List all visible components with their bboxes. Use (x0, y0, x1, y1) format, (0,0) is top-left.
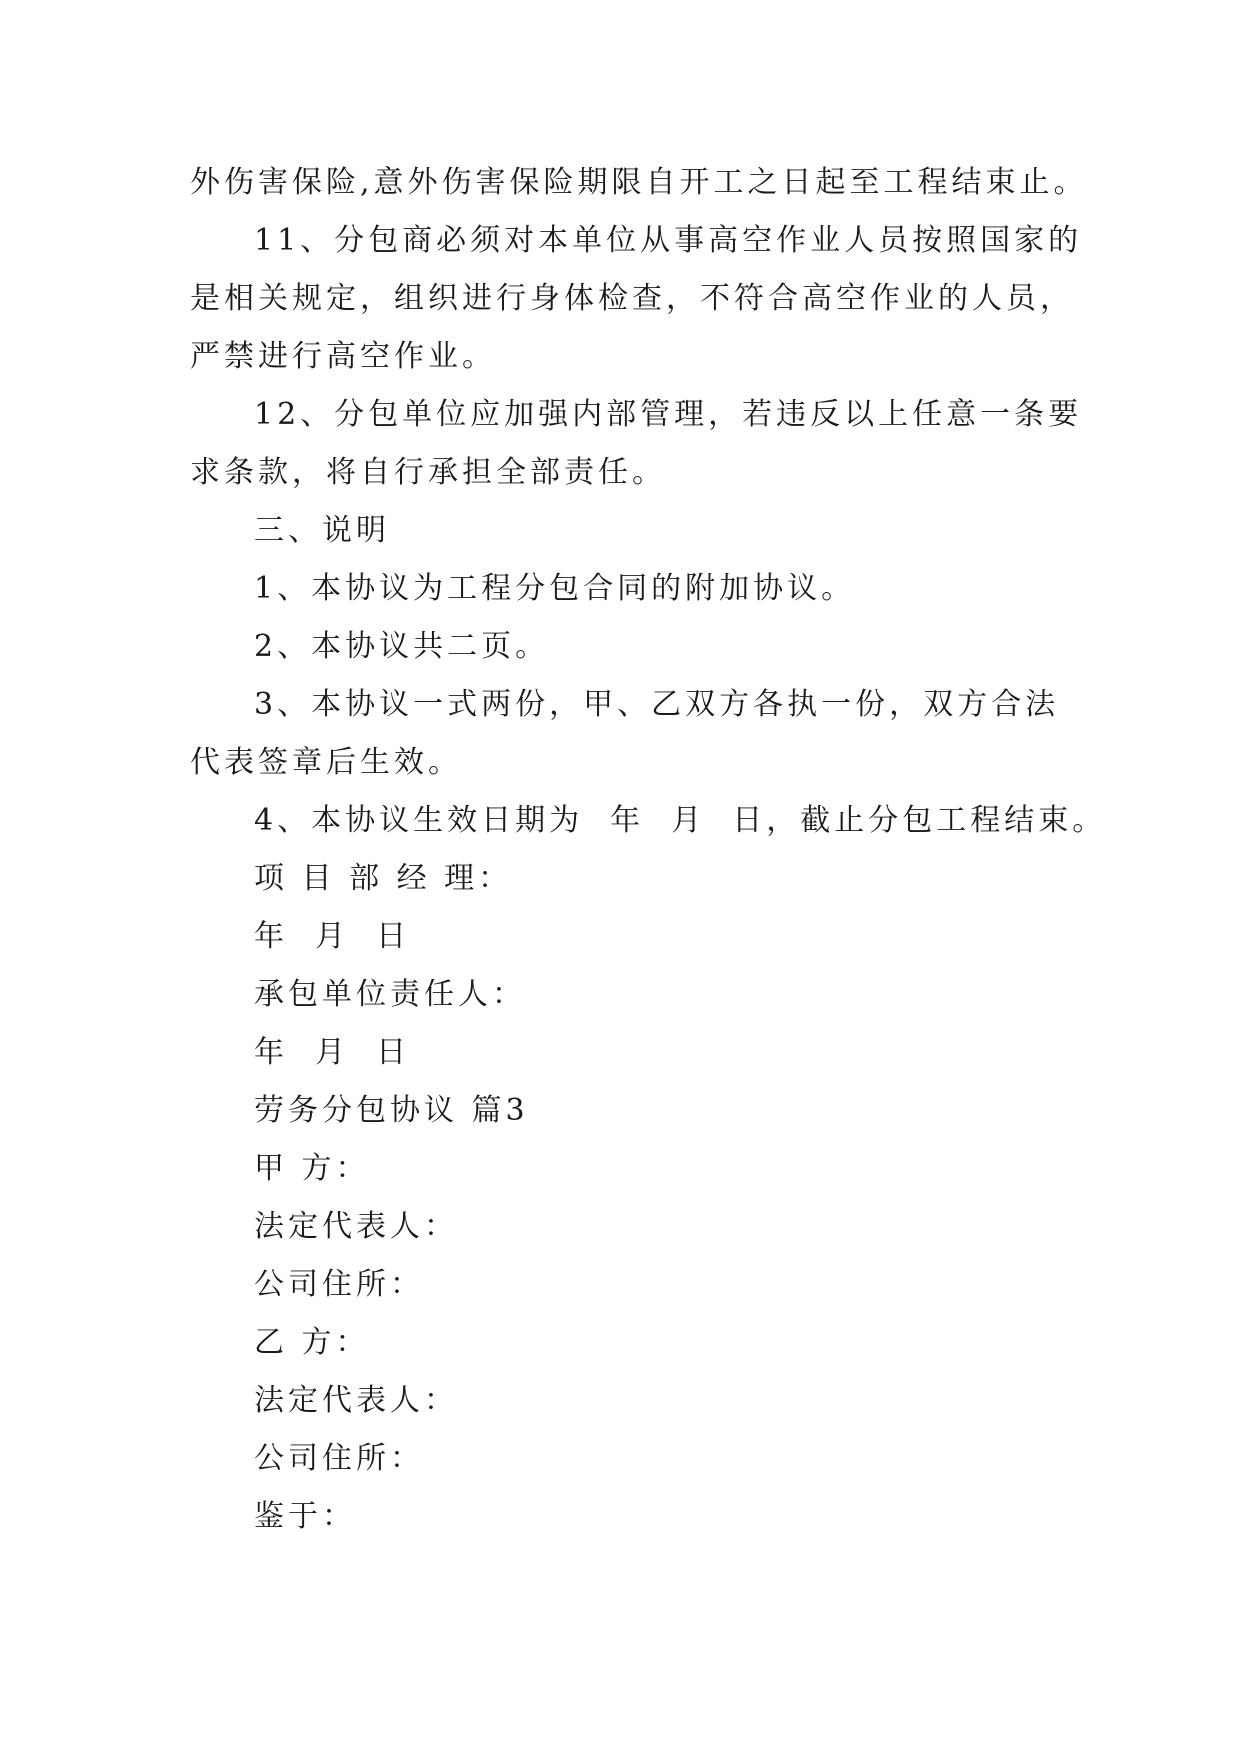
paragraph-line: 2、本协议共二页。 (254, 629, 550, 664)
paragraph-line: 严禁进行高空作业。 (190, 339, 496, 374)
paragraph-line: 是相关规定，组织进行身体检查，不符合高空作业的人员， (190, 281, 1074, 316)
paragraph-line: 4、本协议生效日期为 年 月 日，截止分包工程结束。 (254, 803, 1107, 838)
field-label: 公司住所： (254, 1267, 424, 1302)
party-label: 乙 方： (254, 1325, 370, 1360)
paragraph-line: 1、本协议为工程分包合同的附加协议。 (254, 571, 856, 606)
paragraph-line: 代表签章后生效。 (190, 745, 462, 780)
signature-label: 项 目 部 经 理： (254, 861, 513, 896)
field-label: 公司住所： (254, 1441, 424, 1476)
paragraph-line: 求条款，将自行承担全部责任。 (190, 455, 666, 490)
field-label: 法定代表人： (254, 1209, 458, 1244)
paragraph-line: 11、分包商必须对本单位从事高空作业人员按照国家的 (254, 223, 1083, 258)
date-line: 年 月 日 (254, 919, 411, 954)
paragraph-line: 鉴于： (254, 1499, 356, 1534)
paragraph-line: 外伤害保险,意外伤害保险期限自开工之日起至工程结束止。 (190, 165, 1088, 200)
date-line: 年 月 日 (254, 1035, 411, 1070)
party-label: 甲 方： (254, 1151, 370, 1186)
paragraph-line: 12、分包单位应加强内部管理，若违反以上任意一条要 (254, 397, 1083, 432)
paragraph-line: 3、本协议一式两份，甲、乙双方各执一份，双方合法 (254, 687, 1060, 722)
signature-label: 承包单位责任人： (254, 977, 526, 1012)
field-label: 法定代表人： (254, 1383, 458, 1418)
section-heading: 三、说明 (254, 513, 390, 548)
document-heading: 劳务分包协议 篇3 (254, 1093, 529, 1128)
